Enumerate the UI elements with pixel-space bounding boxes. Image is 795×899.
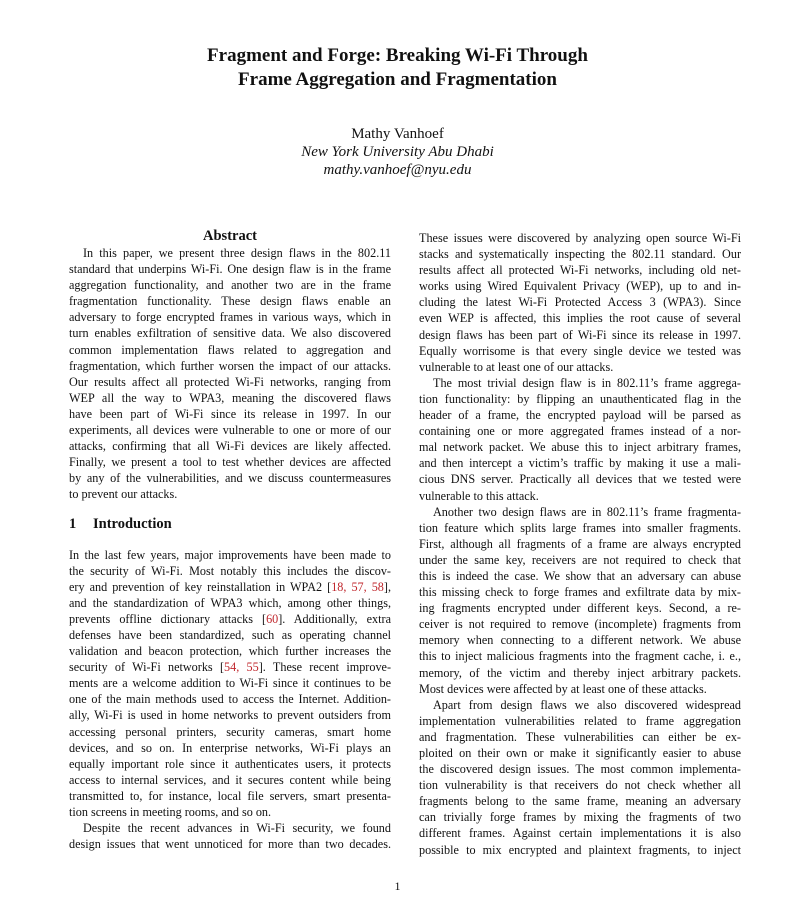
line-text: ]. Additionally, extra — [278, 611, 392, 626]
text-line — [69, 579, 391, 595]
text-line: possible to mix encrypted and plaintext fragments, to inject — [419, 842, 741, 857]
author-name: Mathy Vanhoef — [351, 126, 444, 142]
text-line: tion functionality: by flipping an unauthenticated flag in the — [419, 391, 741, 406]
paper-title — [0, 44, 795, 92]
text-line: ing fragments encrypted under different keys. Second, a re- — [419, 601, 741, 616]
text-line: defenses have been standardized, such as operating channel — [69, 627, 391, 642]
text-line — [69, 611, 391, 627]
text-line: ments are a welcome addition to Wi-Fi since it continues to be — [69, 676, 391, 691]
text-line: even WEP is affected, this implies the root cause of several — [419, 311, 741, 326]
text-line: and then intercept a victim’s traffic by making it use a mali- — [419, 456, 741, 471]
text-line: the security of Wi-Fi. Most notably this includes the discov- — [69, 563, 391, 578]
line-text: prevents offline dictionary attacks [ — [69, 611, 267, 626]
left-column — [69, 227, 391, 852]
text-line: and the standardization of WPA3 which, among other things, — [69, 595, 391, 610]
author-affiliation: New York University Abu Dhabi — [301, 144, 494, 160]
text-line: First, although all fragments of a frame are always encrypted — [419, 536, 741, 551]
text-line: one of the main methods used to access the Internet. Addition- — [69, 692, 391, 707]
text-line: design flaws has been part of Wi-Fi since its release in 1997. — [419, 327, 741, 342]
text-line — [69, 659, 391, 675]
text-line: access to internal services, and it secures content while being — [69, 772, 391, 787]
text-line: different frames. Against certain implementations it is also — [419, 826, 741, 841]
text-line: validation and beacon protection, which further increases the — [69, 644, 391, 659]
text-line: vulnerable to this attack. — [419, 488, 539, 503]
page-number: 1 — [394, 879, 401, 893]
text-line: mal network packet. We abuse this to inject arbitrary frames, — [419, 440, 741, 455]
introduction-body-left — [69, 547, 391, 853]
text-line: ally, Wi-Fi is used in home networks to prevent outsiders from — [69, 708, 391, 723]
text-line: In this paper, we present three design flaws in the 802.11 — [83, 246, 391, 260]
text-line: In the last few years, major improvements have been made to — [69, 547, 391, 562]
text-line: The most trivial design flaw is in 802.11’s frame aggrega- — [433, 375, 741, 390]
text-line: Most devices were affected by at least one of these attacks. — [419, 681, 707, 696]
line-text: ery and prevention of key reinstallation in WPA2 [ — [69, 579, 332, 594]
text-line: fragmentation, which further worsen the impact of our attacks. — [69, 358, 391, 373]
section-heading-introduction — [69, 515, 391, 533]
text-line: by any of the vulnerabilities, and we discuss countermeasures — [69, 471, 391, 486]
citation-link[interactable]: 18, 57, 58 — [331, 579, 384, 594]
text-line: common implementation flaws related to aggregation and — [69, 342, 391, 357]
text-line: tion vulnerability is that receivers do not check whether all — [419, 778, 741, 793]
abstract-heading: Abstract — [203, 228, 257, 244]
citation-link[interactable]: 60 — [266, 611, 279, 626]
text-line: Apart from design flaws we also discovered widespread — [433, 697, 741, 712]
text-line: Equally worrisome is that every single device we tested was — [419, 343, 741, 358]
text-line: memory, of the victim and thereby inject arbitrary packets. — [419, 665, 741, 680]
text-line: stacks and systematically inspecting the 802.11 standard. Our — [419, 247, 741, 262]
introduction-body-right — [419, 230, 741, 858]
text-line: accessing personal printers, security cameras, smart home — [69, 724, 391, 739]
text-line: standard that underpins Wi-Fi. One design flaw is in the frame — [69, 262, 391, 277]
text-line: fragmentation functionality. These design flaws enable an — [69, 294, 391, 309]
line-text: ]. These recent improve- — [258, 660, 392, 675]
text-line: containing one or more aggregated frames instead of a nor- — [419, 424, 741, 439]
text-line: transmitted to, for instance, local file servers, smart presenta- — [69, 788, 391, 803]
text-line: turn enables exfiltration of sensitive data. We also discovered — [69, 326, 391, 341]
text-line: Finally, we present a tool to test whether devices are affected — [69, 455, 391, 470]
right-column — [419, 230, 741, 858]
abstract-body — [69, 245, 391, 503]
text-line: this missing check to forge frames and exfiltrate data by mix- — [419, 585, 741, 600]
author-block — [0, 125, 795, 179]
section-number: 1 — [69, 515, 77, 532]
text-line: These issues were discovered by analyzing open source Wi-Fi — [419, 231, 741, 245]
text-line: memory when connecting to a different network. We abuse — [419, 633, 741, 648]
text-line: WEP all the way to WPA3, meaning the discovered flaws — [69, 390, 391, 405]
line-text: security of Wi-Fi networks [ — [69, 660, 225, 675]
text-line: Another two design flaws are in 802.11’s frame fragmenta- — [433, 504, 741, 519]
text-line: Despite the recent advances in Wi-Fi security, we found — [83, 821, 391, 836]
author-email[interactable]: mathy.vanhoef@nyu.edu — [323, 162, 472, 178]
section-title: Introduction — [93, 515, 172, 532]
text-line: have been part of Wi-Fi since its release in 1997. In our — [69, 406, 391, 421]
text-line: tion screens in meeting rooms, and so on. — [69, 805, 272, 819]
text-line: the discovered design issues. The most common implementa- — [419, 762, 741, 777]
text-line: aggregation functionality, and another two are in the frame — [69, 278, 391, 293]
text-line: results affect all protected Wi-Fi networks, including old net- — [419, 263, 741, 278]
text-line: equally important role since it authenticates users, it protects — [69, 756, 391, 771]
text-line: this to inject malicious fragments into the fragment cache, i. e., — [419, 649, 741, 664]
text-line: attacks, confirming that all Wi-Fi devices are likely affected. — [69, 439, 391, 454]
text-line: under the same key, receivers are not required to check that — [419, 552, 741, 567]
text-line: implementation vulnerabilities related to frame aggregation — [419, 713, 741, 728]
text-line: this is indeed the case. We show that an adversary can abuse — [419, 568, 741, 583]
text-line: ceiver is not required to remove (incomplete) fragments from — [419, 617, 741, 632]
text-line: ploited on their own or make it significantly easier to abuse — [419, 746, 741, 760]
text-line: cious DNS server. Practically all devices that we tested were — [419, 472, 741, 487]
text-line: cluding the latest Wi-Fi Protected Access 3 (WPA3). Since — [419, 295, 741, 310]
text-line: experiments, all devices were vulnerable to one or more of our — [69, 423, 391, 438]
text-line: devices, and so on. In enterprise networks, Wi-Fi plays an — [69, 740, 391, 755]
title-line-1: Fragment and Forge: Breaking Wi-Fi Through — [207, 45, 588, 66]
text-line: fragments belong to the same frame, meaning an adversary — [419, 794, 741, 809]
text-line: can trivially forge frames by mixing the fragments of two — [419, 810, 741, 825]
title-line-2: Frame Aggregation and Fragmentation — [238, 69, 557, 90]
text-line: design issues that went unnoticed for more than two decades. — [69, 837, 391, 852]
text-line: header of a frame, the encrypted payload will be parsed as — [419, 408, 741, 423]
text-line: adversary to forge encrypted frames in various ways, which in — [69, 310, 391, 325]
text-line: to prevent our attacks. — [69, 487, 178, 502]
text-line: works using Wired Equivalent Privacy (WEP), up to and in- — [419, 279, 741, 294]
text-line: Our results affect all protected Wi-Fi networks, ranging from — [69, 374, 391, 389]
text-line: vulnerable to at least one of our attacks. — [419, 359, 614, 374]
text-line: and fragmentation. These vulnerabilities can either be ex- — [419, 729, 741, 744]
text-line: tion feature which splits large frames into smaller fragments. — [419, 520, 741, 535]
citation-link[interactable]: 54, 55 — [224, 660, 259, 675]
line-text: ], — [383, 579, 392, 594]
